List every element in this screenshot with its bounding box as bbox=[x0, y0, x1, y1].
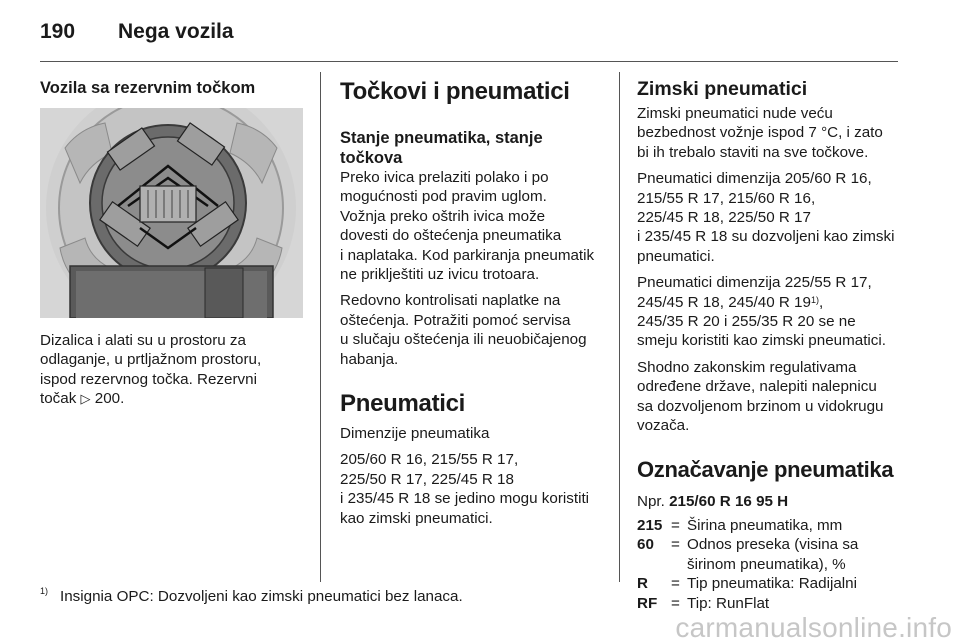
section-title-tyre-designation: Označavanje pneumatika bbox=[637, 456, 894, 482]
arrow-ref-icon[interactable]: ▷ bbox=[80, 391, 91, 407]
paragraph-inspection: Redovno kontrolisati naplatke na oštećenja. Potražiti pomoć servisa u slučaju oštećenja ili neuobičajenog habanja. bbox=[340, 292, 587, 368]
designation-example: Npr. 215/60 R 16 95 H bbox=[637, 492, 789, 510]
subsection-heading-condition: Stanje pneumatika, stanje točkova bbox=[340, 129, 543, 167]
table-row: 215 = Širina pneumatika, mm bbox=[637, 516, 843, 534]
footnote-mark: 1) bbox=[40, 586, 49, 596]
text-line: ispod rezervnog točka. Rezervni bbox=[40, 370, 257, 388]
spare-wheel-drawing bbox=[40, 108, 303, 318]
header-rule bbox=[40, 61, 898, 62]
section-title-wheels-tyres: Točkovi i pneumatici bbox=[340, 78, 570, 105]
spare-wheel-tools-illustration bbox=[40, 108, 303, 318]
paragraph-winter-not-allowed: Pneumatici dimenzija 225/55 R 17, 245/45 R 18, 245/40 R 19$^{1)}$, 245/35 R 20 i 255/35 R 20 se ne smeju koristiti kao zimski pneumatici. bbox=[637, 274, 886, 350]
page-number: 190 bbox=[40, 20, 76, 43]
section-title-winter-tyres: Zimski pneumatici bbox=[637, 78, 808, 100]
text-line: točak ▷ 200. bbox=[40, 390, 125, 408]
section-heading-spare-wheel: Vozila sa rezervnim točkom bbox=[40, 79, 256, 97]
text-line: Dizalica i alati su u prostoru za bbox=[40, 332, 246, 349]
column-divider-1 bbox=[320, 72, 321, 582]
footnote bbox=[40, 588, 463, 605]
paragraph-winter-intro: Zimski pneumatici nude veću bezbednost vožnje ispod 7 °C, i zato bi ih trebalo staviti na sve točkove. bbox=[637, 105, 883, 161]
column-1 bbox=[40, 78, 308, 98]
column-divider-2 bbox=[619, 72, 620, 582]
table-row: R = Tip pneumatika: Radijalni bbox=[637, 575, 857, 593]
spare-wheel-paragraph bbox=[40, 331, 310, 409]
paragraph-winter-allowed: Pneumatici dimenzija 205/60 R 16, 215/55 R 17, 215/60 R 16, 225/45 R 18, 225/50 R 17 i 235/45 R 18 su dozvoljeni kao zimski pneumatici. bbox=[637, 170, 895, 265]
text-line: odlaganje, u prtljažnom prostoru, bbox=[40, 351, 262, 369]
table-row: 60 = Odnos preseka (visina sa širinom pneumatika), % bbox=[637, 536, 859, 573]
table-row: RF = Tip: RunFlat bbox=[637, 594, 770, 612]
paragraph-speed-sticker: Shodno zakonskim regulativama određene države, nalepiti nalepnicu sa dozvoljenom brzinom u vidokrugu vozača. bbox=[637, 358, 884, 435]
watermark: carmanualsonline.info bbox=[675, 612, 952, 643]
column-2 bbox=[340, 78, 610, 535]
page-header-title: Nega vozila bbox=[118, 20, 234, 43]
paragraph-tyre-sizes-label: Dimenzije pneumatika bbox=[340, 425, 490, 443]
page-reference[interactable]: 200. bbox=[94, 390, 125, 408]
column-3 bbox=[637, 78, 903, 613]
paragraph-tyre-sizes: 205/60 R 16, 215/55 R 17, 225/50 R 17, 225/45 R 18 i 235/45 R 18 se jedino mogu koristiti kao zimski pneumatici. bbox=[340, 451, 590, 527]
footnote-ref: 1) bbox=[810, 294, 819, 305]
section-title-tyres: Pneumatici bbox=[340, 390, 466, 418]
designation-table bbox=[637, 516, 903, 613]
footnote-text: Insignia OPC: Dozvoljeni kao zimski pneumatici bez lanaca. bbox=[60, 588, 463, 605]
paragraph-kerbs: Preko ivica prelaziti polako i po mogućnosti pod pravim uglom. Vožnja preko oštrih ivica može dovesti do oštećenja pneumatika i naplataka. Kod parkiranja pneumatik ne priklještiti uz ivicu trotoara. bbox=[340, 169, 595, 284]
